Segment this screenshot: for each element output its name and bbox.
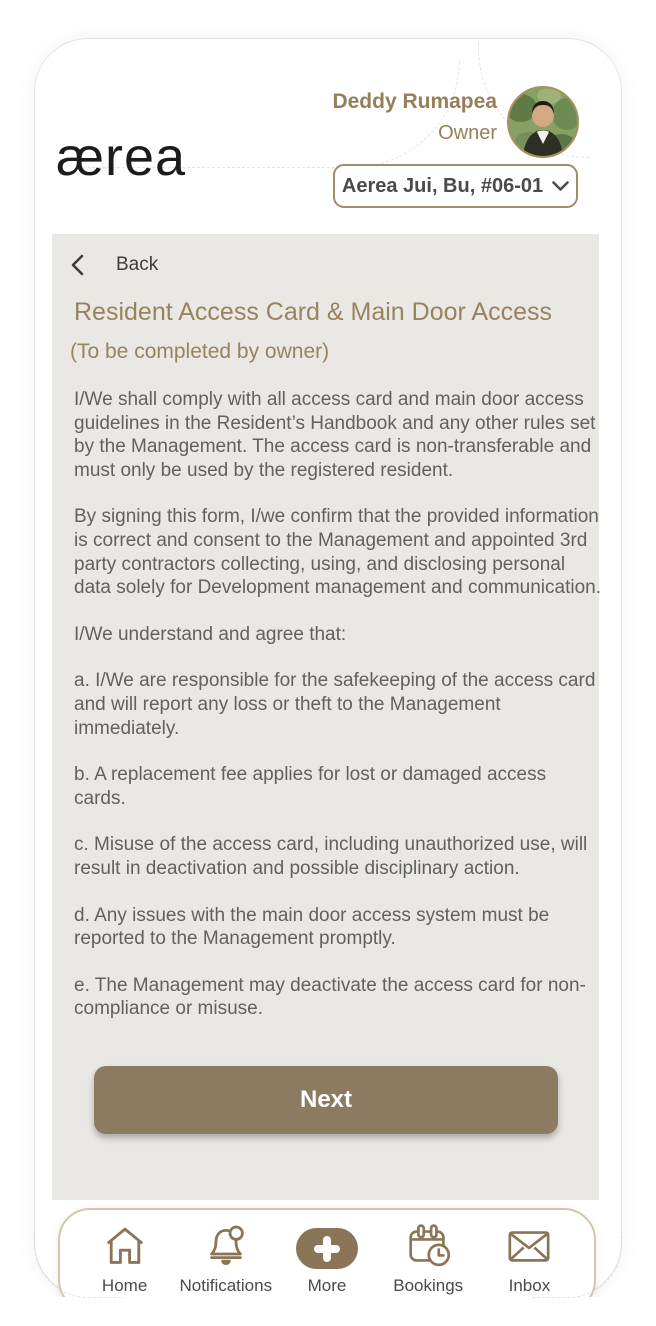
nav-item-home[interactable] [74, 1220, 175, 1296]
chevron-left-icon [70, 254, 84, 276]
chevron-down-icon [552, 181, 569, 192]
envelope-icon [504, 1220, 554, 1272]
terms-item-e: e. The Management may deactivate the access card for non-compliance or misuse. [74, 974, 586, 1020]
nav-item-bookings[interactable] [378, 1220, 479, 1296]
user-name: Deddy Rumapea [332, 90, 497, 113]
terms-paragraph: I/We shall comply with all access card and main door access guidelines in the Resident’s Handbook and any other rules set by the Management. The access card is non-transferable and must only be used by the registered resident. [74, 389, 596, 481]
terms-item-d: d. Any issues with the main door access system must be reported to the Management promptly. [74, 904, 550, 950]
page-title: Resident Access Card & Main Door Access [74, 298, 552, 326]
phone-bottom-edge [0, 1297, 656, 1326]
unit-selector-value: Aerea Jui, Bu, #06-01 [341, 174, 544, 197]
nav-label-home: Home [101, 1276, 148, 1295]
nav-item-more[interactable] [276, 1220, 377, 1296]
nav-label-notifications: Notifications [179, 1276, 273, 1295]
avatar[interactable] [507, 86, 579, 158]
nav-item-inbox[interactable] [479, 1220, 580, 1296]
nav-label-inbox: Inbox [508, 1276, 551, 1295]
page-subtitle: (To be completed by owner) [70, 340, 330, 363]
unit-selector-dropdown[interactable] [333, 164, 578, 208]
terms-paragraph: I/We understand and agree that: [74, 623, 347, 645]
bell-icon [202, 1220, 250, 1272]
terms-item-a: a. I/We are responsible for the safekeeping of the access card and will report any loss or theft to the Management immediately. [74, 670, 596, 739]
more-pill [296, 1228, 358, 1269]
terms-item-b: b. A replacement fee applies for lost or damaged access cards. [74, 764, 547, 809]
user-role: Owner [438, 122, 497, 144]
nav-item-notifications[interactable] [175, 1220, 276, 1296]
terms-paragraph: By signing this form, I/we confirm that the provided information is correct and consent to the Management and appointed 3rd party contractors collecting, using, and disclosing personal data solely for Development management and communication. [74, 506, 602, 599]
terms-item-c: c. Misuse of the access card, including unauthorized use, will result in deactivation and possible disciplinary action. [74, 834, 588, 879]
nav-label-more: More [307, 1276, 347, 1295]
home-icon [102, 1220, 148, 1272]
back-button[interactable] [70, 254, 158, 276]
next-button[interactable]: Next [94, 1066, 558, 1134]
terms-text [74, 388, 602, 1044]
calendar-clock-icon [403, 1220, 453, 1272]
back-label: Back [116, 254, 159, 275]
plus-icon [296, 1220, 358, 1272]
aerea-logo: ærea [56, 127, 187, 187]
nav-label-bookings: Bookings [393, 1276, 464, 1295]
avatar-photo [509, 88, 577, 156]
